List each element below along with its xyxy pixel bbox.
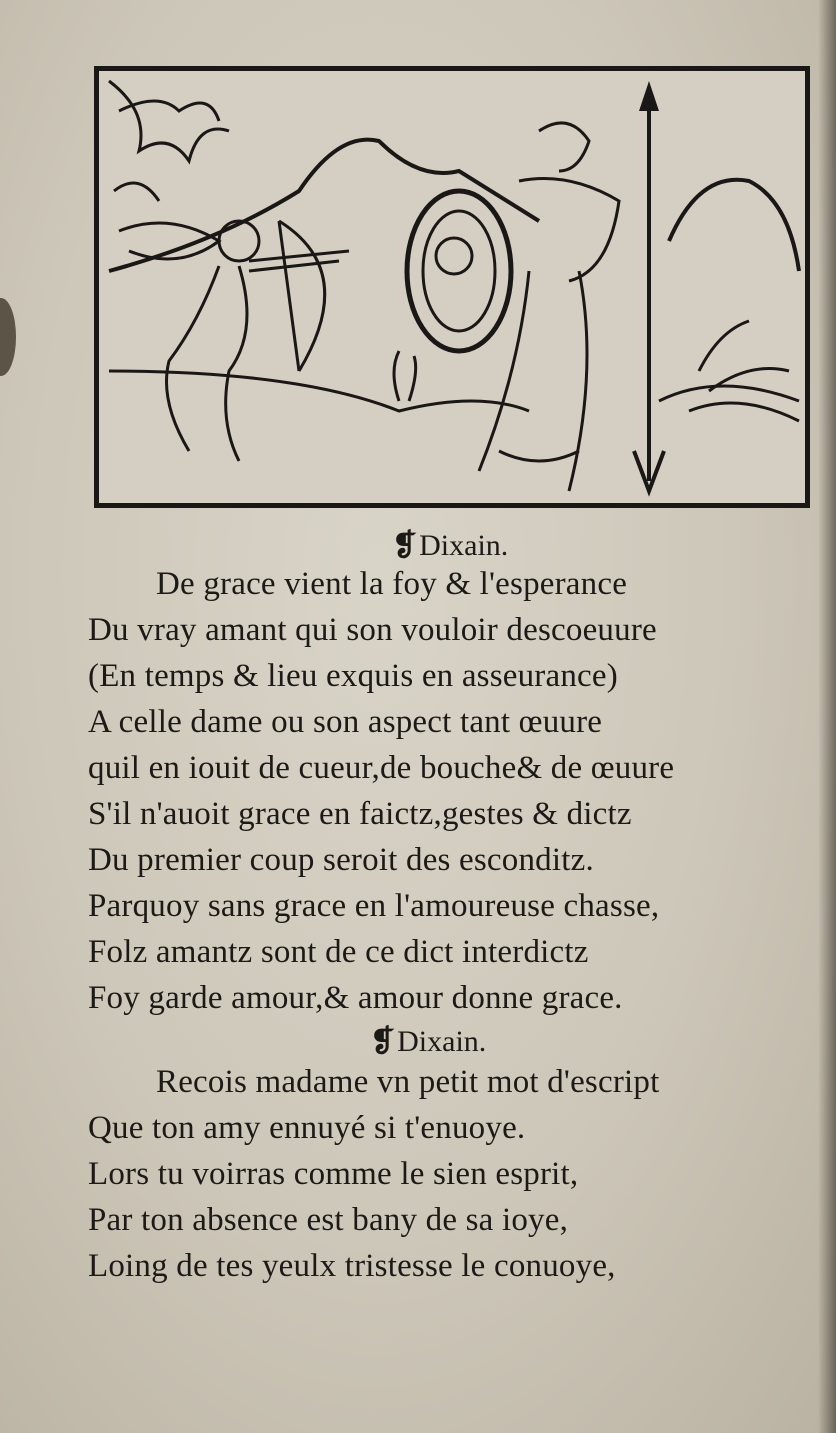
poem-heading	[392, 528, 508, 563]
pilcrow-icon: ❡	[370, 1025, 396, 1058]
page-edge-shadow	[818, 0, 836, 1433]
heading-text: Dixain.	[397, 1025, 487, 1058]
verse-line: Par ton absence est bany de sa ioye,	[88, 1202, 569, 1238]
verse-line: S'il n'auoit grace en faictz,gestes & dictz	[88, 796, 632, 832]
verse-line: quil en iouit de cueur,de bouche& de œuure	[88, 750, 675, 786]
verse-line: De grace vient la foy & l'esperance	[156, 566, 628, 602]
verse-line: Parquoy sans grace en l'amoureuse chasse,	[88, 888, 660, 924]
verse-line: Folz amantz sont de ce dict interdictz	[88, 934, 589, 970]
verse-line: Foy garde amour,& amour donne grace.	[88, 980, 623, 1016]
verse-line: (En temps & lieu exquis en asseurance)	[88, 658, 618, 694]
pilcrow-icon: ❡	[392, 529, 418, 562]
verse-line: Du vray amant qui son vouloir descoeuure	[88, 612, 657, 648]
verse-line: Loing de tes yeulx tristesse le conuoye,	[88, 1248, 616, 1284]
poem-heading	[370, 1024, 486, 1059]
heading-text: Dixain.	[419, 529, 509, 562]
verse-line: Que ton amy ennuyé si t'enuoye.	[88, 1110, 526, 1146]
verse-line: A celle dame ou son aspect tant œuure	[88, 704, 603, 740]
verse-line: Lors tu voirras comme le sien esprit,	[88, 1156, 579, 1192]
verse-line: Du premier coup seroit des esconditz.	[88, 842, 594, 878]
verse-line: Recois madame vn petit mot d'escript	[156, 1064, 660, 1100]
